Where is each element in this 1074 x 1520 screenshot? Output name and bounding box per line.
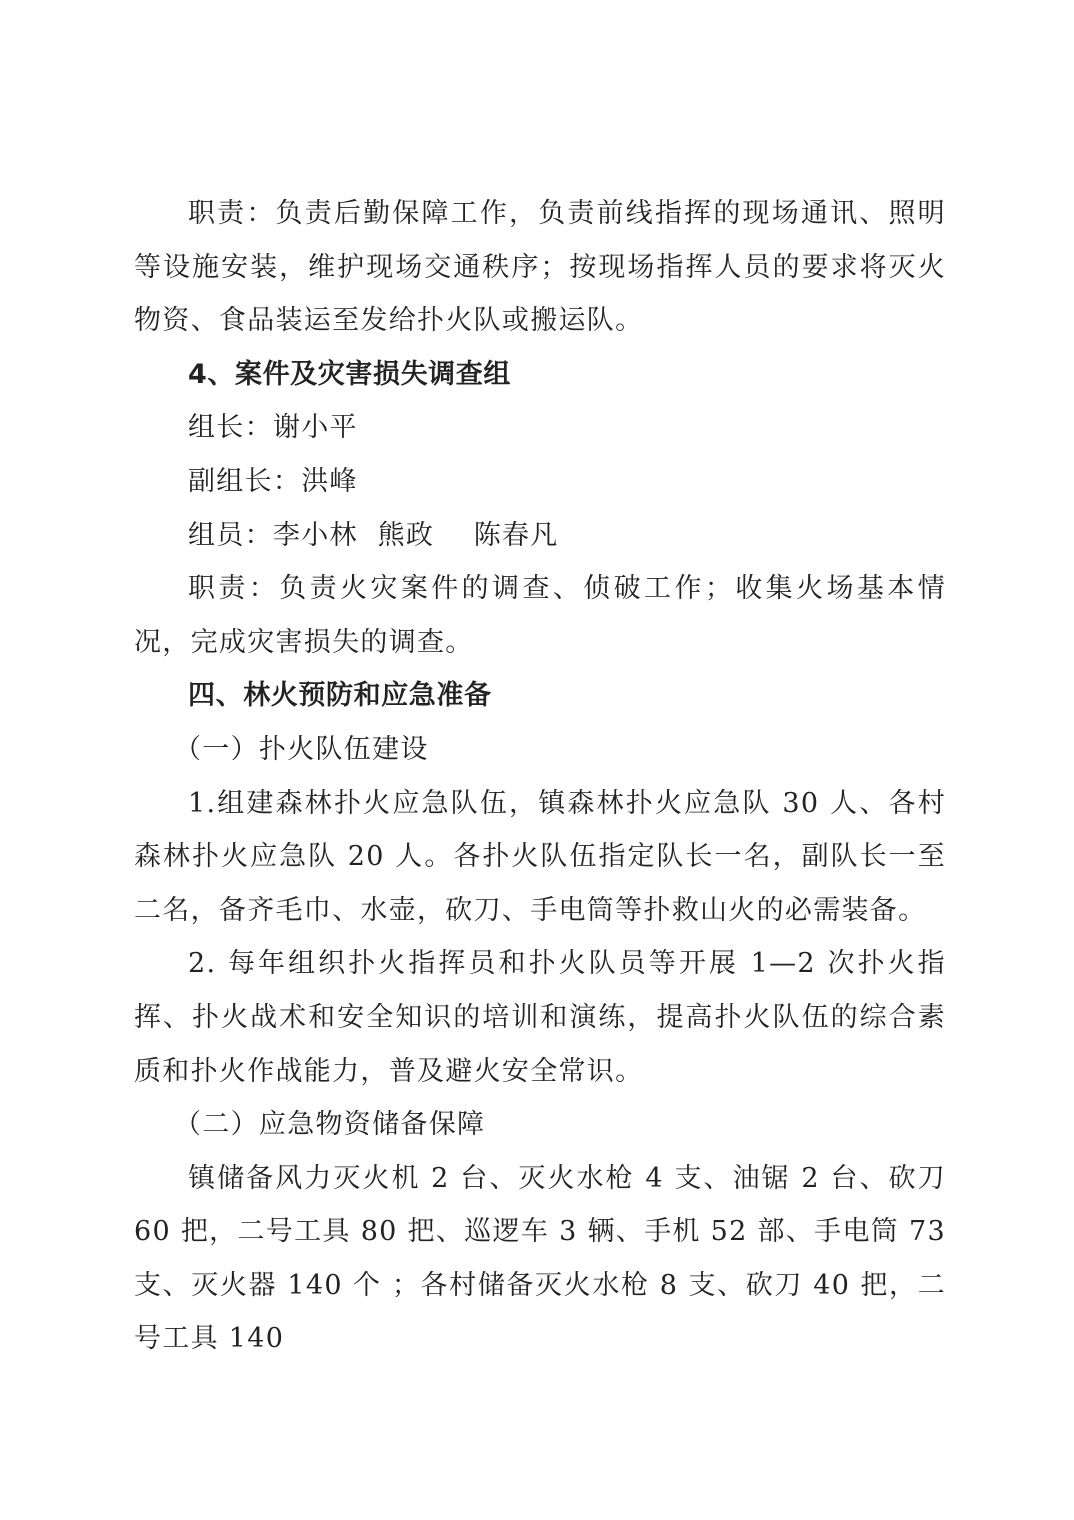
sub2-heading: （二）应急物资储备保障 xyxy=(174,1109,486,1141)
group4-deputy-line: 副组长：洪峰 xyxy=(188,465,358,497)
sub1-item2-paragraph: 2. 每年组织扑火指挥员和扑火队员等开展 1—2 次扑火指挥、扑火战术和安全知识的培训和演练，提高扑火队伍的综合素质和扑火作战能力，普及避火安全常识。 xyxy=(134,948,946,1087)
section4-heading: 四、林火预防和应急准备 xyxy=(188,680,492,712)
sub1-heading: （一）扑火队伍建设 xyxy=(174,733,429,765)
group4-heading: 4、案件及灾害损失调查组 xyxy=(188,358,511,390)
logistics-duty-paragraph: 职责：负责后勤保障工作，负责前线指挥的现场通讯、照明等设施安装，维护现场交通秩序；按现场指挥人员的要求将灭火物资、食品装运至发给扑火队或搬运队。 xyxy=(134,198,946,337)
group4-leader-line: 组长：谢小平 xyxy=(188,412,358,444)
sub1-item1-paragraph: 1.组建森林扑火应急队伍，镇森林扑火应急队 30 人、各村森林扑火应急队 20 人。各扑火队伍指定队长一名，副队长一至二名，备齐毛巾、水壶，砍刀、手电筒等扑救山火的必需装备。 xyxy=(134,787,946,926)
group4-members-line: 组员：李小林 熊政 陈春凡 xyxy=(188,519,559,551)
document-body xyxy=(134,187,946,1366)
sub2-body-paragraph: 镇储备风力灭火机 2 台、灭火水枪 4 支、油锯 2 台、砍刀 60 把，二号工具 80 把、巡逻车 3 辆、手机 52 部、手电筒 73 支、灭火器 140 个 ；各村储备灭火水枪 8 支、砍刀 40 把，二号工具 140 xyxy=(134,1162,946,1355)
group4-duty-paragraph: 职责：负责火灾案件的调查、侦破工作；收集火场基本情况，完成灾害损失的调查。 xyxy=(134,573,946,658)
